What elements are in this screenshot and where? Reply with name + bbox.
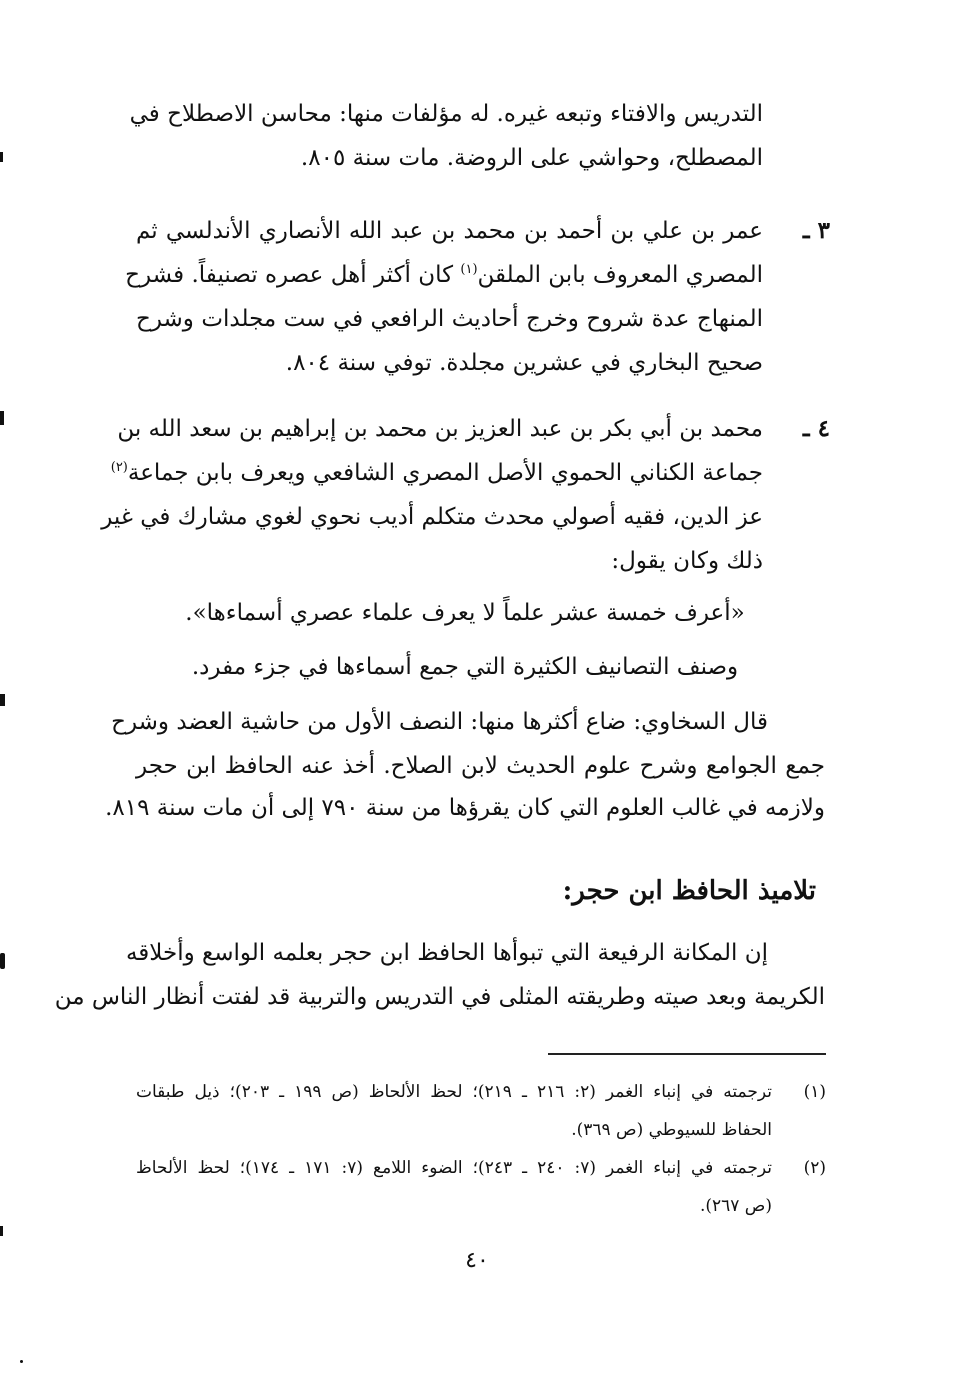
- item3-line-2-start: المصري المعروف بابن الملقن: [477, 262, 763, 288]
- section-line-2: الكريمة وبعد صيته وطريقته المثلى في التدريس والتربية قد لفتت أنظار الناس من: [54, 984, 825, 1010]
- footnote-separator: [548, 1053, 826, 1055]
- item4-closing-line-1: قال السخاوي: ضاع أكثرها منها: النصف الأول من حاشية العضد وشرح: [111, 709, 768, 735]
- footnote-1-line-2: الحفاظ للسيوطي (ص ٣٦٩).: [571, 1120, 772, 1140]
- section-heading: تلاميذ الحافظ ابن حجر:: [562, 876, 816, 906]
- scan-mark: [0, 953, 5, 969]
- scan-mark: [0, 1226, 3, 1236]
- footnote-2-line-1: ترجمته في إنباء الغمر (٧: ٢٤٠ ـ ٢٤٣)؛ الضوء اللامع (٧: ١٧١ ـ ١٧٤)؛ لحظ الألحاظ: [136, 1158, 772, 1178]
- item3-line-1: عمر بن علي بن أحمد بن محمد بن عبد الله الأنصاري الأندلسي ثم: [136, 218, 763, 244]
- page-number: ٤٠: [465, 1248, 489, 1273]
- item4-line-2: [110, 455, 763, 491]
- scan-mark: [20, 1360, 23, 1363]
- item4-quote-after: وصنف التصانيف الكثيرة التي جمع أسماءها في جزء مفرد.: [191, 654, 739, 680]
- item3-line-2-end: كان أكثر أهل عصره تصنيفاً. فشرح: [125, 262, 454, 288]
- item3-line-4: صحيح البخاري في عشرين مجلدة. توفي سنة ٨٠٤.: [285, 350, 763, 376]
- footnote-ref-2: (٢): [110, 460, 128, 475]
- footnote-1-mark: (١): [803, 1082, 826, 1102]
- footnote-2-mark: (٢): [803, 1158, 826, 1178]
- footnote-1-line-1: ترجمته في إنباء الغمر (٢: ٢١٦ ـ ٢١٩)؛ لحظ الألحاظ (ص ١٩٩ ـ ٢٠٣)؛ ذيل طبقات: [136, 1082, 773, 1102]
- item4-line-2-text: جماعة الكناني الحموي الأصل المصري الشافعي ويعرف بابن جماعة: [127, 460, 763, 486]
- section-line-1: إن المكانة الرفيعة التي تبوأها الحافظ ابن حجر بعلمه الواسع وأخلاقه: [125, 940, 768, 966]
- para1-line-2: المصطلح، وحواشي على الروضة. مات سنة ٨٠٥.: [300, 145, 763, 171]
- item4-line-3: عز الدين، فقيه أصولي محدث متكلم أديب نحوي لغوي مشارك في غير: [101, 504, 763, 530]
- item4-number: ٤ ـ: [802, 415, 830, 442]
- scan-mark: [0, 152, 3, 162]
- item4-quote: «أعرف خمسة عشر علماً لا يعرف علماء عصري أسماءها».: [185, 600, 745, 626]
- item3-number: ٣ ـ: [802, 217, 830, 244]
- item4-line-4: ذلك وكان يقول:: [611, 548, 763, 574]
- footnote-ref-1: (١): [460, 262, 478, 277]
- item4-closing-line-2: جمع الجوامع وشرح علوم الحديث لابن الصلاح. أخذ عنه الحافظ ابن حجر: [136, 753, 825, 779]
- scan-mark: [0, 411, 4, 425]
- item4-line-1: محمد بن أبي بكر بن عبد العزيز بن محمد بن إبراهيم بن سعد الله بن: [117, 416, 763, 442]
- scan-mark: [0, 694, 5, 706]
- item4-closing-line-3: ولازمه في غالب العلوم التي كان يقرؤها من سنة ٧٩٠ إلى أن مات سنة ٨١٩.: [105, 795, 825, 821]
- footnote-2-line-2: (ص ٢٦٧).: [699, 1196, 772, 1216]
- para1-line-1: التدريس والافتاء وتبعه غيره. له مؤلفات منها: محاسن الاصطلاح في: [129, 101, 763, 127]
- item3-line-3: المنهاج عدة شروح وخرج أحاديث الرافعي في ست مجلدات وشرح: [136, 306, 763, 332]
- item3-line-2: [125, 257, 763, 293]
